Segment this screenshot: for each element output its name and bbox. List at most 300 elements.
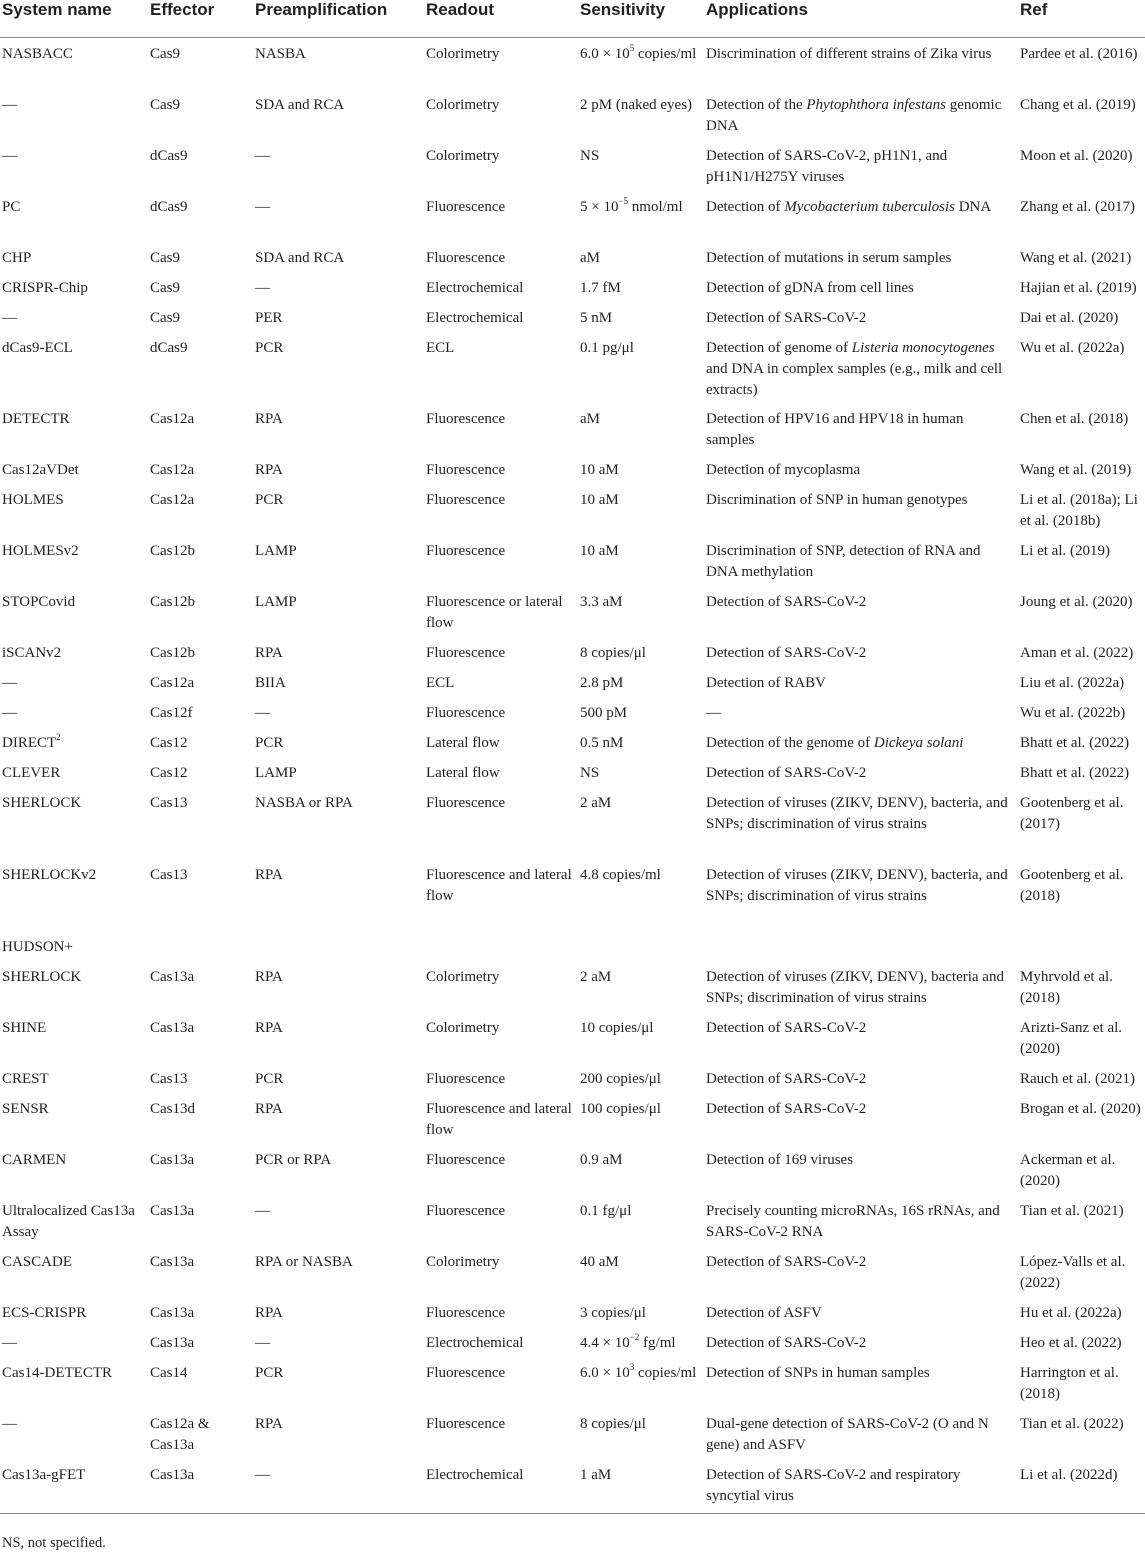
cell-readout: Electrochemical (426, 1334, 524, 1351)
table-row (0, 697, 1145, 727)
column-header-preamplification: Preamplification (251, 0, 422, 38)
cell-ref: Hajian et al. (2019) (1020, 279, 1137, 296)
text-run: DNA (954, 198, 992, 215)
cell-ref: Zhang et al. (2017) (1020, 198, 1135, 215)
cell-sensitivity (576, 38, 702, 89)
cell-ref (1016, 931, 1145, 961)
cell-readout: Colorimetry (426, 96, 500, 113)
cell-preamplification: — (251, 1459, 422, 1514)
table-row (0, 1357, 1145, 1408)
text-run: fg/ml (639, 1334, 676, 1351)
text-run: 5 × 10 (580, 198, 619, 215)
cell-ref: Wang et al. (2019) (1020, 461, 1132, 478)
cell-applications (702, 89, 1016, 140)
cell-ref: Gootenberg et al. (2017) (1020, 794, 1124, 832)
cell-effector: Cas14 (150, 1364, 188, 1381)
cell-sensitivity: aM (580, 249, 600, 266)
cell-applications: Detection of SARS-CoV-2 (706, 1100, 867, 1117)
cell-ref: Gootenberg et al. (2018) (1020, 866, 1124, 904)
cell-system-name: HOLMES (2, 491, 64, 508)
table-row (0, 535, 1145, 586)
column-header-sensitivity: Sensitivity (576, 0, 702, 38)
table-row (0, 454, 1145, 484)
cell-preamplification: — (255, 1334, 270, 1351)
table-row (0, 1327, 1145, 1357)
cell-preamplification: PCR (255, 1364, 284, 1381)
table-row (0, 1195, 1145, 1246)
cell-effector: Cas12a & Cas13a (150, 1415, 210, 1453)
table-row (0, 242, 1145, 272)
cell-ref: Liu et al. (2022a) (1020, 674, 1125, 691)
cell-applications: Detection of 169 viruses (706, 1151, 854, 1168)
cell-effector: Cas12a (150, 491, 195, 508)
table-row (0, 859, 1145, 931)
cell-applications: Discrimination of SNP, detection of RNA and DNA methylation (706, 542, 981, 580)
superscript: 3 (629, 1361, 635, 1372)
table-header (0, 0, 1145, 38)
cell-sensitivity: 3.3 aM (580, 593, 623, 610)
cell-ref: López-Valls et al. (2022) (1020, 1253, 1126, 1291)
cell-sensitivity (576, 1327, 702, 1357)
cell-sensitivity: 10 aM (580, 542, 619, 559)
cell-preamplification: RPA (255, 461, 283, 478)
text-run: nmol/ml (628, 198, 683, 215)
cell-readout: Lateral flow (426, 734, 500, 751)
table-row (0, 931, 1145, 961)
cell-preamplification: RPA (255, 410, 283, 427)
table-row (0, 403, 1145, 454)
cell-preamplification (251, 931, 422, 961)
cell-effector: Cas13d (150, 1100, 195, 1117)
italic-text: Listeria monocytogenes (851, 339, 995, 356)
cell-effector: Cas12a (150, 410, 195, 427)
cell-preamplification: — (255, 279, 270, 296)
cell-readout: Colorimetry (426, 147, 500, 164)
cell-preamplification: — (255, 147, 270, 164)
column-header-system-name: System name (0, 0, 146, 38)
table-row (0, 787, 1145, 859)
cell-sensitivity: 1 aM (576, 1459, 702, 1514)
cell-preamplification: RPA (255, 1304, 283, 1321)
cell-ref: Moon et al. (2020) (1020, 147, 1133, 164)
cell-applications: Detection of SARS-CoV-2 (706, 1334, 867, 1351)
cell-ref: Heo et al. (2022) (1020, 1334, 1122, 1351)
cell-ref: Brogan et al. (2020) (1020, 1100, 1141, 1117)
cell-effector: Cas13a (146, 1459, 251, 1514)
cell-sensitivity: 8 copies/μl (580, 1415, 646, 1432)
table-row (0, 1408, 1145, 1459)
italic-text: Phytophthora infestans (806, 96, 946, 113)
cell-system-name: Cas12aVDet (2, 461, 79, 478)
table-row (0, 272, 1145, 302)
cell-readout: Fluorescence (426, 410, 506, 427)
cell-ref: Myhrvold et al. (2018) (1020, 968, 1113, 1006)
cell-applications: Detection of mycoplasma (706, 461, 861, 478)
cell-applications: Dual-gene detection of SARS-CoV-2 (O and N gene) and ASFV (706, 1415, 989, 1453)
cell-system-name: — (2, 147, 17, 164)
cell-ref: Pardee et al. (2016) (1020, 46, 1138, 62)
table-row (0, 1459, 1145, 1514)
cell-ref: Bhatt et al. (2022) (1020, 734, 1130, 751)
cell-applications: Precisely counting microRNAs, 16S rRNAs, and SARS-CoV-2 RNA (706, 1202, 1000, 1240)
cell-preamplification: PCR or RPA (255, 1151, 332, 1168)
table-row (0, 757, 1145, 787)
cell-system-name: iSCANv2 (2, 644, 62, 661)
table-row (0, 961, 1145, 1012)
text-run: copies/ml (634, 46, 697, 62)
cell-effector: Cas9 (150, 309, 180, 326)
cell-system-name: CLEVER (2, 764, 61, 781)
cell-system-name: PC (2, 198, 21, 215)
cell-system-name: ECS-CRISPR (2, 1304, 87, 1321)
cell-readout: Colorimetry (426, 1019, 500, 1036)
cell-effector: Cas9 (150, 279, 180, 296)
cell-sensitivity: 10 aM (580, 491, 619, 508)
text-run: genomic DNA (706, 96, 1002, 134)
cell-sensitivity: 0.5 nM (580, 734, 624, 751)
cell-sensitivity: 10 aM (580, 461, 619, 478)
italic-text: Dickeya solani (873, 734, 964, 751)
cell-preamplification: RPA (255, 1019, 283, 1036)
cell-readout: Fluorescence (426, 1304, 506, 1321)
table-row (0, 1246, 1145, 1297)
cell-preamplification: LAMP (255, 542, 297, 559)
text-run: copies/ml (634, 1364, 697, 1381)
cell-readout: Fluorescence (426, 1415, 506, 1432)
cell-preamplification: NASBA or RPA (255, 794, 353, 811)
table-row (0, 1093, 1145, 1144)
cell-ref: Aman et al. (2022) (1020, 644, 1134, 661)
cell-ref: Tian et al. (2022) (1020, 1415, 1124, 1432)
cell-effector: Cas12b (150, 542, 195, 559)
table-row (0, 586, 1145, 637)
cell-preamplification: SDA and RCA (255, 249, 345, 266)
cell-system-name: Ultralocalized Cas13a Assay (2, 1202, 135, 1240)
cell-applications: Detection of SARS-CoV-2 (706, 764, 867, 781)
cell-applications: — (706, 704, 721, 721)
table-row (0, 727, 1145, 757)
cell-ref: Harrington et al. (2018) (1020, 1364, 1119, 1402)
text-run: and DNA in complex samples (e.g., milk and cell extracts) (706, 360, 1003, 399)
cell-ref: Arizti-Sanz et al. (2020) (1020, 1019, 1123, 1057)
cell-sensitivity: 200 copies/μl (580, 1070, 661, 1087)
cell-effector: Cas13a (150, 1202, 195, 1219)
cell-ref: Rauch et al. (2021) (1020, 1070, 1135, 1087)
cell-sensitivity: 8 copies/μl (580, 644, 646, 661)
cell-effector (146, 931, 251, 961)
cell-ref: Li et al. (2022d) (1016, 1459, 1145, 1514)
cell-readout: Fluorescence (426, 491, 506, 508)
cell-effector: Cas13a (150, 1019, 195, 1036)
cell-system-name: — (2, 1334, 17, 1351)
cell-system-name: — (2, 704, 17, 721)
cell-system-name: CREST (2, 1070, 49, 1087)
cell-effector: Cas12a (150, 674, 195, 691)
superscript: 5 (629, 43, 635, 53)
cell-applications: Detection of SARS-CoV-2 and respiratory syncytial virus (702, 1459, 1016, 1514)
cell-system-name: STOPCovid (2, 593, 76, 610)
cell-preamplification: LAMP (255, 593, 297, 610)
cell-system-name: — (2, 309, 17, 326)
cell-applications: Detection of HPV16 and HPV18 in human samples (706, 410, 964, 448)
cell-system-name: CRISPR-Chip (2, 279, 88, 296)
cell-ref: Wang et al. (2021) (1020, 249, 1132, 266)
cell-preamplification: RPA (255, 968, 283, 985)
cell-readout: Electrochemical (422, 1459, 576, 1514)
cell-readout: Fluorescence (426, 1070, 506, 1087)
cell-sensitivity: 3 copies/μl (580, 1304, 646, 1321)
cell-system-name: HUDSON+ (2, 938, 73, 955)
column-header-applications: Applications (702, 0, 1016, 38)
table-row (0, 332, 1145, 403)
cell-ref: Li et al. (2019) (1020, 542, 1110, 559)
cell-ref: Li et al. (2018a); Li et al. (2018b) (1020, 491, 1138, 529)
cell-ref: Ackerman et al. (2020) (1020, 1151, 1116, 1189)
cell-applications: Detection of ASFV (706, 1304, 822, 1321)
cell-applications: Detection of gDNA from cell lines (706, 279, 914, 296)
cell-sensitivity: 0.9 aM (580, 1151, 623, 1168)
cell-ref: Tian et al. (2021) (1020, 1202, 1124, 1219)
cell-ref: Chang et al. (2019) (1020, 96, 1136, 113)
cell-effector: Cas13a (150, 1334, 195, 1351)
cell-system-name: CHP (2, 249, 32, 266)
table-row (0, 191, 1145, 242)
cell-sensitivity: NS (580, 764, 600, 781)
cell-system-name: dCas9-ECL (2, 339, 73, 356)
table-footnote: NS, not specified. (2, 1535, 106, 1551)
cell-applications: Detection of SARS-CoV-2 (706, 309, 867, 326)
cell-effector: Cas13a (150, 1304, 195, 1321)
table-row (0, 140, 1145, 191)
cell-preamplification: — (255, 704, 270, 721)
cell-system-name: CASCADE (2, 1253, 73, 1270)
cell-readout: Colorimetry (426, 46, 500, 62)
cell-applications (702, 191, 1016, 242)
cell-preamplification: SDA and RCA (255, 96, 345, 113)
cell-readout: Fluorescence (426, 794, 506, 811)
cell-sensitivity: NS (580, 147, 600, 164)
cell-ref: Wu et al. (2022b) (1020, 704, 1126, 721)
text-run: Detection of the (706, 96, 807, 113)
cell-preamplification: PER (255, 309, 283, 326)
table-body (0, 38, 1145, 1514)
text-run: Detection of the genome of (706, 734, 874, 751)
cell-sensitivity (576, 931, 702, 961)
cell-readout: Fluorescence (426, 1202, 506, 1219)
cell-effector: Cas13 (150, 1070, 188, 1087)
cell-preamplification: NASBA (255, 46, 306, 62)
cell-preamplification: PCR (255, 491, 284, 508)
cell-sensitivity: 100 copies/μl (580, 1100, 661, 1117)
text-run: 4.4 × 10 (580, 1334, 630, 1351)
cell-sensitivity: 2 aM (580, 968, 612, 985)
cell-readout: Fluorescence (426, 198, 506, 215)
cell-applications: Detection of SARS-CoV-2 (706, 1253, 867, 1270)
cell-system-name: NASBACC (2, 46, 73, 62)
cell-applications: Discrimination of SNP in human genotypes (706, 491, 968, 508)
cell-effector: Cas12b (150, 644, 195, 661)
cell-ref: Dai et al. (2020) (1020, 309, 1119, 326)
cell-readout: Colorimetry (426, 1253, 500, 1270)
italic-text: Mycobacterium tuberculosis (784, 198, 955, 215)
cell-system-name: Cas14-DETECTR (2, 1364, 112, 1381)
cell-applications: Discrimination of different strains of Zika virus (706, 46, 992, 62)
cell-effector: dCas9 (150, 339, 188, 356)
cell-readout: Fluorescence and lateral flow (426, 1100, 572, 1138)
cell-system-name: — (2, 674, 17, 691)
cell-sensitivity: 0.1 fg/μl (580, 1202, 632, 1219)
cell-effector: Cas12 (150, 764, 188, 781)
cell-system-name: SHERLOCK (2, 794, 82, 811)
cell-system-name: CARMEN (2, 1151, 67, 1168)
cell-system-name: DETECTR (2, 410, 70, 427)
cell-applications: Detection of RABV (706, 674, 826, 691)
table-row (0, 1297, 1145, 1327)
cell-readout: Fluorescence and lateral flow (426, 866, 572, 904)
cell-preamplification: RPA or NASBA (255, 1253, 353, 1270)
cell-applications: Detection of viruses (ZIKV, DENV), bacteria, and SNPs; discrimination of virus strains (706, 794, 1008, 832)
cell-applications: Detection of viruses (ZIKV, DENV), bacteria and SNPs; discrimination of virus strains (706, 968, 1004, 1006)
cell-sensitivity: 40 aM (580, 1253, 619, 1270)
cell-sensitivity: 2 aM (580, 794, 612, 811)
cell-effector: Cas13a (150, 1253, 195, 1270)
cell-effector: Cas9 (150, 46, 180, 62)
text-run: 6.0 × 10 (580, 46, 630, 62)
cell-preamplification: PCR (255, 1070, 284, 1087)
cell-ref: Bhatt et al. (2022) (1020, 764, 1130, 781)
cell-preamplification: PCR (255, 734, 284, 751)
cell-effector: Cas12f (150, 704, 193, 721)
cell-system-name: SENSR (2, 1100, 49, 1117)
cell-effector: Cas13a (150, 1151, 195, 1168)
table-row (0, 637, 1145, 667)
cell-sensitivity: aM (580, 410, 600, 427)
cell-readout: Fluorescence (426, 542, 506, 559)
cell-readout: Fluorescence (426, 1364, 506, 1381)
superscript: −5 (618, 195, 629, 206)
cell-applications (702, 727, 1016, 757)
cell-system-name: SHERLOCKv2 (2, 866, 97, 883)
cell-readout: Electrochemical (426, 279, 524, 296)
cell-applications: Detection of SARS-CoV-2 (706, 644, 867, 661)
cell-preamplification: LAMP (255, 764, 297, 781)
cell-sensitivity: 2.8 pM (580, 674, 624, 691)
column-header-effector: Effector (146, 0, 251, 38)
cell-system-name: — (2, 1415, 17, 1432)
cell-applications: Detection of SARS-CoV-2, pH1N1, and pH1N1/H275Y viruses (706, 147, 948, 185)
cell-preamplification: PCR (255, 339, 284, 356)
cell-system-name: SHINE (2, 1019, 47, 1036)
cell-readout: Lateral flow (426, 764, 500, 781)
text-run: Detection of genome of (706, 339, 852, 356)
superscript: −2 (629, 1331, 640, 1342)
cell-applications: Detection of mutations in serum samples (706, 249, 952, 266)
cell-sensitivity: 0.1 pg/μl (580, 339, 634, 356)
cell-applications: Detection of SARS-CoV-2 (706, 593, 867, 610)
cell-applications (702, 931, 1016, 961)
cell-ref: Wu et al. (2022a) (1020, 339, 1125, 356)
cell-preamplification: — (255, 198, 270, 215)
cell-preamplification: — (255, 1202, 270, 1219)
cell-effector: Cas13 (150, 866, 188, 883)
cell-readout: Colorimetry (426, 968, 500, 985)
cell-system-name (0, 727, 146, 757)
cell-effector: Cas13a (150, 968, 195, 985)
cell-preamplification: RPA (255, 1415, 283, 1432)
superscript: 2 (56, 731, 61, 742)
cell-readout: Fluorescence (426, 704, 506, 721)
cell-readout (422, 931, 576, 961)
cell-readout: ECL (426, 339, 455, 356)
cell-applications: Detection of viruses (ZIKV, DENV), bacteria, and SNPs; discrimination of virus strains (706, 866, 1008, 904)
table-row (0, 1012, 1145, 1063)
cell-sensitivity: 5 nM (580, 309, 613, 326)
cell-readout: Fluorescence or lateral flow (426, 593, 563, 631)
cell-effector: Cas9 (150, 249, 180, 266)
cell-preamplification: RPA (255, 866, 283, 883)
cell-readout: Fluorescence (426, 1151, 506, 1168)
text-run: DIRECT (2, 734, 57, 751)
table-row (0, 38, 1145, 89)
table-row (0, 667, 1145, 697)
cell-ref: Joung et al. (2020) (1020, 593, 1133, 610)
text-run: 6.0 × 10 (580, 1364, 630, 1381)
cell-ref: Chen et al. (2018) (1020, 410, 1129, 427)
cell-applications (702, 332, 1016, 403)
cell-effector: Cas12a (150, 461, 195, 478)
cell-effector: Cas12 (150, 734, 188, 751)
cell-readout: Fluorescence (426, 644, 506, 661)
cell-effector: dCas9 (150, 198, 188, 215)
table-row (0, 1063, 1145, 1093)
table-row (0, 1144, 1145, 1195)
cell-applications: Detection of SARS-CoV-2 (706, 1070, 867, 1087)
cell-effector: Cas12b (150, 593, 195, 610)
header-row (0, 0, 1145, 38)
cell-readout: Fluorescence (426, 461, 506, 478)
table-row (0, 484, 1145, 535)
cell-preamplification: RPA (255, 1100, 283, 1117)
cell-effector: Cas9 (150, 96, 180, 113)
cell-applications: Detection of SNPs in human samples (706, 1364, 930, 1381)
cell-sensitivity: 500 pM (580, 704, 628, 721)
column-header-ref: Ref (1016, 0, 1145, 38)
column-header-readout: Readout (422, 0, 576, 38)
cell-sensitivity: 10 copies/μl (580, 1019, 654, 1036)
cell-sensitivity: 1.7 fM (580, 279, 621, 296)
cell-system-name: SHERLOCK (2, 968, 82, 985)
table-row (0, 302, 1145, 332)
cell-effector: Cas13 (150, 794, 188, 811)
cell-readout: ECL (426, 674, 455, 691)
cell-ref: Hu et al. (2022a) (1020, 1304, 1122, 1321)
cell-sensitivity (576, 191, 702, 242)
text-run: Detection of (706, 198, 785, 215)
cell-sensitivity (576, 1357, 702, 1408)
cell-effector: dCas9 (150, 147, 188, 164)
cell-sensitivity: 4.8 copies/ml (580, 866, 661, 883)
cell-readout: Fluorescence (426, 249, 506, 266)
cell-system-name: — (2, 96, 17, 113)
cell-sensitivity: 2 pM (naked eyes) (580, 96, 693, 113)
cell-readout: Electrochemical (426, 309, 524, 326)
cell-preamplification: BIIA (255, 674, 286, 691)
table-row (0, 89, 1145, 140)
cell-preamplification: RPA (255, 644, 283, 661)
cell-system-name: Cas13a-gFET (0, 1459, 146, 1514)
cell-applications: Detection of SARS-CoV-2 (706, 1019, 867, 1036)
cell-system-name: HOLMESv2 (2, 542, 79, 559)
